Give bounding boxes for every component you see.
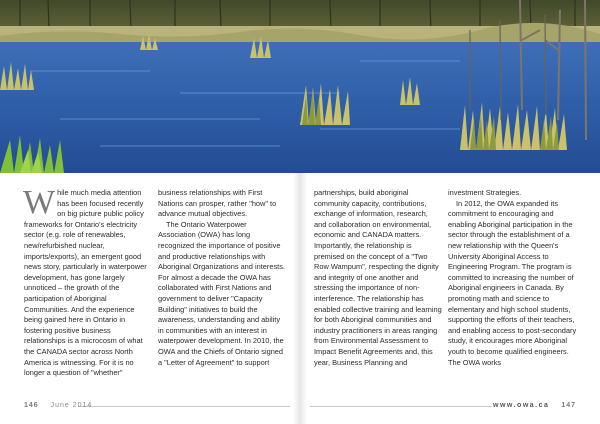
- website-url[interactable]: www.owa.ca: [493, 402, 550, 409]
- article-column-1: [23, 184, 152, 379]
- page-number-left: 146: [24, 402, 39, 409]
- column-2-paragraph-1: business relationships with First Nations can prosper, rather "how" to advance mutual objectives.: [158, 188, 277, 219]
- column-3-paragraph: partnerships, build aboriginal community capacity, contributions, exchange of information, research, and collaboration on environmental, economic and CANADA matters. Importantly, the relationship is premised on the concept of a "Two Row Wampum", respecting the dignity and integrity of one another and stressing the importance of non-interference. The relationship has enabled collective training and learning for both Aboriginal communities and industry practitioners in areas ranging from Environmental Assessment to Impact Benefit Agreements and, this year, Business Planning and: [314, 188, 442, 367]
- article-column-4: [448, 188, 578, 368]
- column-2-paragraph-2: The Ontario Waterpower Association (OWA) has long recognized the importance of positive and productive relationships with Aboriginal Organizations and interests. For almost a decade the OWA has collaborated with First Nations and government to deliver "Capacity Building" initiatives to build the awareness, understanding and ability in communities with an interest in waterpower development. In 2010, the OWA and the Chiefs of Ontario signed a "Letter of Agreement" to support: [158, 219, 285, 367]
- issue-date: June 2014: [50, 402, 93, 409]
- article-column-2: [158, 188, 286, 368]
- footer-left: [24, 400, 292, 412]
- page-number-right: 147: [561, 402, 576, 409]
- column-1-text: hile much media attention has been focused recently on big picture public policy frameworks for Ontario's electricity sector (e.g. role of renewables, new/refurbished nuclear, imports/exports), an emergent good news story, particularly in waterpower development, has gone largely unnoticed – the growth of the participation of Aboriginal Communities. And the experience being gained here in Ontario in fostering positive business relationships is a microcosm of what the CANADA sector across North America is witnessing. For it is no longer a question of "whether": [24, 188, 147, 378]
- intro-paragraph: [23, 184, 152, 379]
- footer-right: [308, 400, 576, 412]
- page-gutter: [293, 173, 307, 424]
- drop-cap: W: [23, 184, 56, 221]
- column-4-paragraph-1: investment Strategies.: [448, 188, 522, 197]
- article-column-3: [314, 188, 442, 368]
- column-4-paragraph-2: In 2012, the OWA expanded its commitment to encouraging and enabling Aboriginal participation in the sector through the establishment of a new relationship with the Queen's University Aboriginal Access to Engineering Program. The program is committed to increasing the number of Aboriginal engineers in Canada. By promoting math and science to elementary and high school students, supporting the efforts of their teachers, and enabling access to post-secondary study, it encourages more Aboriginal youth to become qualified engineers. The OWA works: [448, 198, 577, 367]
- lake-photo: [0, 0, 600, 173]
